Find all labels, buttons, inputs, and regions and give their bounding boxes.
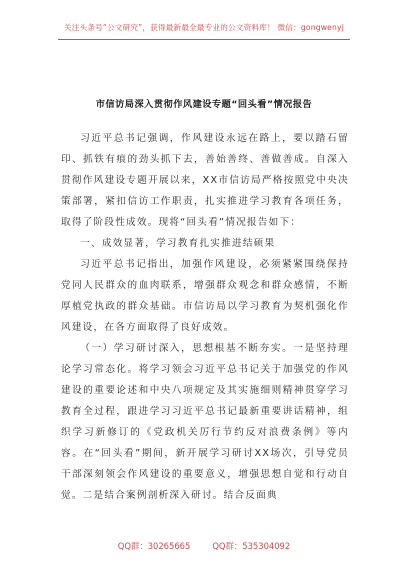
footer-qq-group-2: QQ群：535304092	[212, 541, 291, 551]
intro-paragraph: 习近平总书记强调，作风建设永远在路上，要以踏石留印、抓铁有痕的劲头抓下去，善始善终、善做善成。自深入贯彻作风建设专题开展以来，XX市信访局严格按照党中央决策部署，紧扣信访工作职责，扎实推进学习教育各项任务，取得了阶段性成效。现将“回头看”情况报告如下：	[61, 133, 349, 228]
header-banner: 关注头条号“公文研究”，获得最新最全最专业的公文资料库！ 微信：gongwenyj	[63, 23, 345, 32]
section-heading: 一、成效显著，学习教育扎实推进结硕果	[80, 238, 276, 249]
section-paragraph: 习近平总书记指出，加强作风建设，必须紧紧围绕保持党同人民群众的血肉联系，增强群众观念和群众感情，不断厚植党执政的群众基础。市信访局以学习教育为契机强化作风建设，在各方面取得了良好成效。	[61, 259, 349, 333]
footer-qq-group-1: QQ群：30265665	[117, 541, 191, 551]
document-body	[61, 128, 349, 506]
header-divider	[58, 39, 350, 40]
footer	[0, 540, 408, 552]
document-title: 市信访局深入贯彻作风建设专题“回头看”情况报告	[95, 99, 313, 110]
subsection-paragraph: （一）学习研讨深入，思想根基不断夯实。一是坚持理论学习常态化。将学习领会习近平总书记关于加强党的作风建设的重要论述和中央八项规定及其实施细则精神贯穿学习教育全过程，跟进学习习近平总书记最新重要讲话精神，组织学习新修订的《党政机关厉行节约反对浪费条例》等内容。在“回头看”期间，新开展学习研讨XX场次，引导党员干部深刻领会作风建设的重要意义，增强思想自觉和行动自觉。二是结合案例剖析深入研讨。结合反面典	[61, 343, 349, 501]
